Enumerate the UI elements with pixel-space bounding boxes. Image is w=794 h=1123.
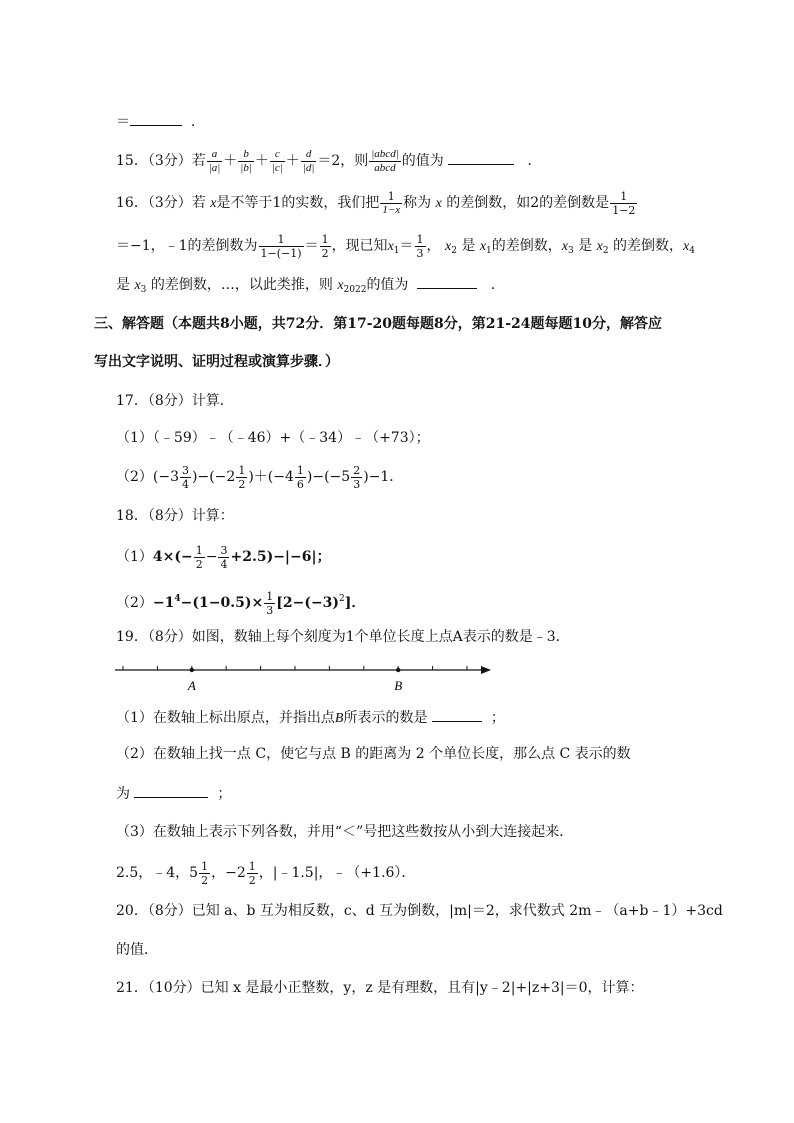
question-18-part-1: （1）4×(− $\frac{1}{2}$ − $\frac{3}{4}$ +2.5)−|−6|； [116, 543, 331, 571]
question-19-part-2-line-1: （2）在数轴上找一点 C，使它与点 B 的距离为 2 个单位长度，那么点 C 表示的数 [116, 746, 631, 762]
section-heading-line-2: 写出文字说明、证明过程或演算步骤．） [94, 354, 339, 370]
number-line [113, 658, 493, 694]
fraction: $\frac{a}{|a|}$ [208, 147, 221, 174]
fraction: $\frac{1}{3}$ [416, 232, 424, 260]
question-16-line-2: ＝−1，﹣1的差倒数为 $\frac{1}{1-(-1)}$ ＝ $\frac{1}{2}$ ，现已知$x_1=$ $\frac{1}{3}$ ， $x_2$ 是 $x_1$的差倒数，$x_3$ 是 $x_2$ 的差倒数，$x_4$ [116, 232, 695, 260]
question-17-part-1: （1）（﹣59）﹣（﹣46）+（﹣34）﹣（+73）； [116, 430, 430, 446]
question-20-line-2: 的值． [116, 942, 158, 958]
fraction: $\frac{1}{2}$ [321, 232, 329, 260]
answer-blank [448, 150, 514, 165]
question-19-title: 19．（8分）如图，数轴上每个刻度为1个单位长度上点A表示的数是﹣3． [116, 629, 570, 645]
question-17-title: 17．（8分）计算． [116, 393, 234, 409]
label-b: B [394, 678, 403, 693]
question-19-part-1: （1）在数轴上标出原点，并指出点B所表示的数是 ； [116, 707, 505, 729]
point-b [396, 668, 400, 672]
question-16-line-1: 16．（3分）若 x是不等于1的实数，我们把 $\frac{1}{1-x}$ 称为 x 的差倒数，如2的差倒数是 $\frac{1}{1-2}$ [116, 189, 636, 217]
question-20-line-1: 20．（8分）已知 a、b 互为相反数，c、d 互为倒数，|m|＝2，求代数式 2m﹣（a+b﹣1）+3cd [116, 903, 723, 919]
question-21-line-1: 21．（10分）已知 x 是最小正整数，y，z 是有理数，且有|y﹣2|+|z+3|＝0，计算： [116, 980, 644, 996]
axis-arrow [481, 666, 491, 674]
fraction: $\frac{c}{|c|}$ [271, 147, 283, 174]
question-18-part-2: $(2)-1^4-(1-0.5)\times$ $\frac{1}{3}$ $[2-(-3)^2]$． [116, 589, 366, 617]
number-line-figure [113, 658, 493, 694]
fraction: $\frac{1}{1-x}$ [382, 189, 401, 216]
fraction: $\frac{1}{1-2}$ [612, 189, 636, 217]
question-19-numbers: 2.5，﹣4，5 $\frac{1}{2}$ ，−2 $\frac{1}{2}$ ，|﹣1.5|，﹣（+1.6）． [116, 859, 416, 887]
point-a [190, 668, 194, 672]
answer-blank [130, 111, 182, 126]
question-19-part-3: （3）在数轴上表示下列各数，并用“＜”号把这些数按从小到大连接起来． [116, 824, 574, 840]
question-15: 15．（3分）若 $\frac{a}{|a|}$ ＋ $\frac{b}{|b|}$ ＋ $\frac{c}{|c|}$ ＋ $\frac{d}{|d|}$ ＝2，则 $\frac{\text{|abcd|}}{\text{abcd}}$ 的值为 . [116, 147, 532, 174]
fraction: $\frac{d}{|d|}$ [302, 147, 315, 174]
question-17-part-2: （2）(−3 $\frac{3}{4}$ )−(−2 $\frac{1}{2}$ )＋(−4 $\frac{1}{6}$ )−(−5 $\frac{2}{3}$ )−1． [116, 463, 404, 491]
question-16-line-3: 是 $x_3$ 的差倒数，…，以此类推，则 $x_{2022}$的值为 . [116, 274, 495, 300]
answer-blank [417, 274, 477, 289]
label-a: A [187, 678, 196, 693]
fraction: $\frac{b}{|b|}$ [240, 147, 252, 174]
fraction: $\frac{1}{1-(-1)}$ [260, 232, 302, 260]
question-18-title: 18．（8分）计算： [116, 508, 234, 524]
answer-line-14: ＝ . [116, 111, 195, 132]
question-19-part-2-line-2: 为 ； [116, 783, 231, 804]
answer-blank [134, 783, 208, 798]
section-heading-line-1: 三、解答题（本题共8小题，共72分．第17-20题每题8分，第21-24题每题10分，解答应 [94, 316, 662, 332]
answer-blank [432, 707, 482, 722]
fraction: $\frac{\text{|abcd|}}{\text{abcd}}$ [371, 147, 399, 174]
